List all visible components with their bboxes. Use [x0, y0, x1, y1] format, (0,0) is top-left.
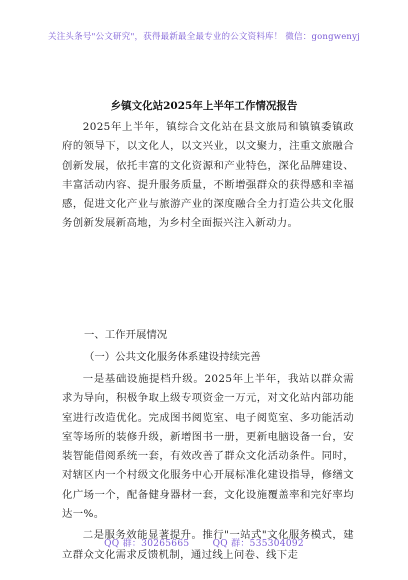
section-heading: 一、工作开展情况	[84, 329, 168, 341]
intro-paragraph: 2025年上半年，镇综合文化站在县文旅局和镇镇委镇政府的领导下，以文化人，以文兴业，以文聚力，注重文旅融合创新发展，依托丰富的文化资源和产业特色，深化品牌建设、丰富活动内容、提升服务质量，不断增强群众的获得感和幸福感，促进文化产业与旅游产业的深度融合全力打造公共文化服务创新发展新高地，为乡村全面振兴注入新动力。	[62, 121, 354, 230]
footer-qq-1: QQ 群：30265665	[104, 539, 190, 549]
footer-qq-2: QQ 群：535304092	[212, 539, 304, 549]
footer-contact	[0, 536, 408, 549]
intro-block	[62, 118, 354, 234]
paragraph-2: 二是服务效能显著提升。推行"一站式"文化服务模式，建立群众文化需求反馈机制，通过线上问卷、线下走	[62, 529, 354, 561]
page-title: 乡镇文化站2025年上半年工作情况报告	[110, 100, 298, 112]
paragraph-1: 一是基础设施提档升级。2025年上半年，我站以群众需求为导向，积极争取上级专项资金一万元，对文化站内部功能室进行改造优化。完成图书阅览室、电子阅览室、多功能活动室等场所的装修升级，新增图书一册，更新电脑设备一台，安装智能借阅系统一套，有效改善了群众文化活动条件。同时，对辖区内一个村级文化服务中心开展标准化建设指导，修缮文化广场一个，配备健身器材一套，文化设施覆盖率和完好率均达一%。	[62, 373, 354, 521]
subsection-heading: （一）公共文化服务体系建设持续完善	[84, 351, 261, 363]
header-promo-note: 关注头条号"公文研究"，获得最新最全最专业的公文资料库！ 微信：gongwenyj	[48, 32, 360, 42]
